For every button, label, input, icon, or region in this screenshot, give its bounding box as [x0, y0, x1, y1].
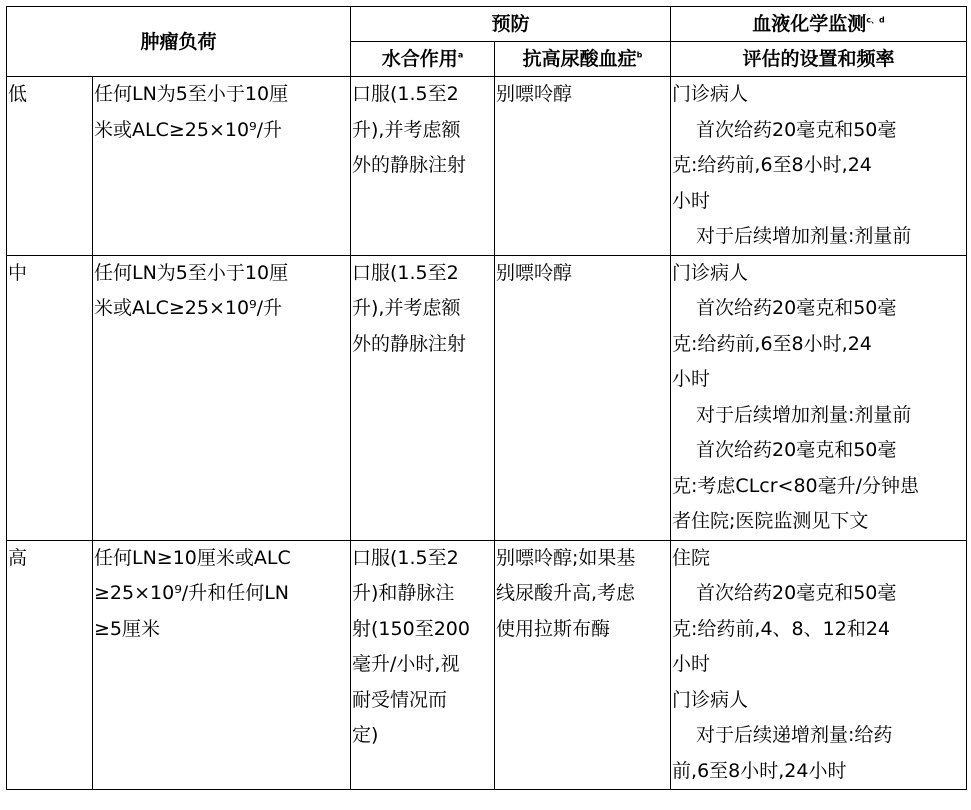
monitoring-cell: [671, 77, 967, 256]
table-row: [7, 77, 967, 256]
antihyperuricemic-cell: [495, 255, 671, 540]
header-hydration: 水合作用$^a$: [351, 42, 495, 77]
monitoring-cell: [671, 540, 967, 790]
header-blood-chemistry: 血液化学监测$^{c、d}$: [671, 7, 967, 42]
cell-line: 别嘌呤醇;如果基: [496, 546, 636, 569]
cell-line: 口服(1.5至2: [352, 546, 459, 569]
cell-line: 前,6至8小时,24小时: [672, 759, 847, 782]
cell-line: 使用拉斯布酶: [496, 617, 611, 640]
hydration-cell: [351, 77, 495, 256]
header-antihyperuricemic: 抗高尿酸血症$^b$: [495, 42, 671, 77]
tls-risk-table: [6, 6, 967, 790]
cell-line: 射(150至200: [352, 617, 470, 640]
cell-line: 毫升/小时,视: [352, 653, 460, 675]
cell-line: 外的静脉注射: [352, 332, 467, 355]
cell-line: 任何LN为5至小于10厘: [94, 83, 289, 105]
cell-line: 线尿酸升高,考虑: [496, 582, 636, 604]
criteria-cell: [93, 540, 351, 790]
cell-line: 对于后续增加剂量:剂量前: [696, 225, 912, 247]
cell-line: 首次给药20毫克和50毫: [696, 439, 897, 461]
cell-line: 门诊病人: [672, 688, 749, 711]
cell-line: 首次给药20毫克和50毫: [696, 582, 897, 604]
cell-line: 升),并考虑额: [352, 118, 461, 141]
risk-level-cell: 中: [7, 255, 93, 540]
cell-line: 任何LN≥10厘米或ALC: [94, 546, 291, 569]
cell-line: 升)和静脉注: [352, 582, 455, 604]
antihyperuricemic-cell: [495, 77, 671, 256]
footnote-b: b: [636, 50, 643, 60]
header-tumor-burden: 肿瘤负荷: [7, 7, 351, 77]
cell-line: 升),并考虑额: [352, 297, 461, 319]
antihyperuricemic-cell: [495, 540, 671, 790]
cell-line: ≥25×10⁹/升和任何LN: [94, 582, 290, 604]
footnote-a: a: [457, 50, 464, 60]
cell-line: 外的静脉注射: [352, 154, 467, 176]
monitoring-cell: [671, 255, 967, 540]
cell-line: 米或ALC≥25×10⁹/升: [94, 297, 283, 319]
cell-line: 对于后续增加剂量:剂量前: [696, 403, 912, 426]
criteria-cell: [93, 77, 351, 256]
cell-line: 门诊病人: [672, 261, 749, 284]
cell-line: 米或ALC≥25×10⁹/升: [94, 118, 283, 141]
cell-line: 口服(1.5至2: [352, 83, 459, 105]
cell-line: 小时: [672, 189, 711, 212]
cell-line: 首次给药20毫克和50毫: [696, 297, 897, 319]
cell-line: 门诊病人: [672, 83, 749, 105]
header-prevention: 预防: [351, 7, 671, 42]
cell-line: 克:给药前,6至8小时,24: [672, 154, 872, 176]
cell-line: 任何LN为5至小于10厘: [94, 261, 289, 284]
footnote-cd: c、d: [866, 15, 885, 25]
cell-line: 克:给药前,6至8小时,24: [672, 332, 872, 355]
cell-line: 定): [352, 724, 379, 746]
cell-line: 克:考虑CLcr<80毫升/分钟患: [672, 474, 920, 497]
cell-line: 小时: [672, 368, 711, 390]
table-row: [7, 540, 967, 790]
risk-level-cell: 低: [7, 77, 93, 256]
header-assessment: 评估的设置和频率: [671, 42, 967, 77]
cell-line: 住院: [672, 546, 711, 569]
table-row: [7, 255, 967, 540]
hydration-cell: [351, 540, 495, 790]
cell-line: 首次给药20毫克和50毫: [696, 118, 897, 141]
cell-line: 别嘌呤醇: [496, 83, 573, 105]
criteria-cell: [93, 255, 351, 540]
risk-level-cell: 高: [7, 540, 93, 790]
cell-line: 口服(1.5至2: [352, 261, 459, 284]
cell-line: 克:给药前,4、8、12和24: [672, 617, 891, 640]
cell-line: 对于后续递增剂量:给药: [696, 724, 893, 746]
cell-line: 小时: [672, 653, 711, 675]
cell-line: 别嘌呤醇: [496, 261, 573, 284]
hydration-cell: [351, 255, 495, 540]
cell-line: 耐受情况而: [352, 688, 448, 711]
cell-line: ≥5厘米: [94, 617, 161, 640]
cell-line: 者住院;医院监测见下文: [672, 510, 869, 532]
